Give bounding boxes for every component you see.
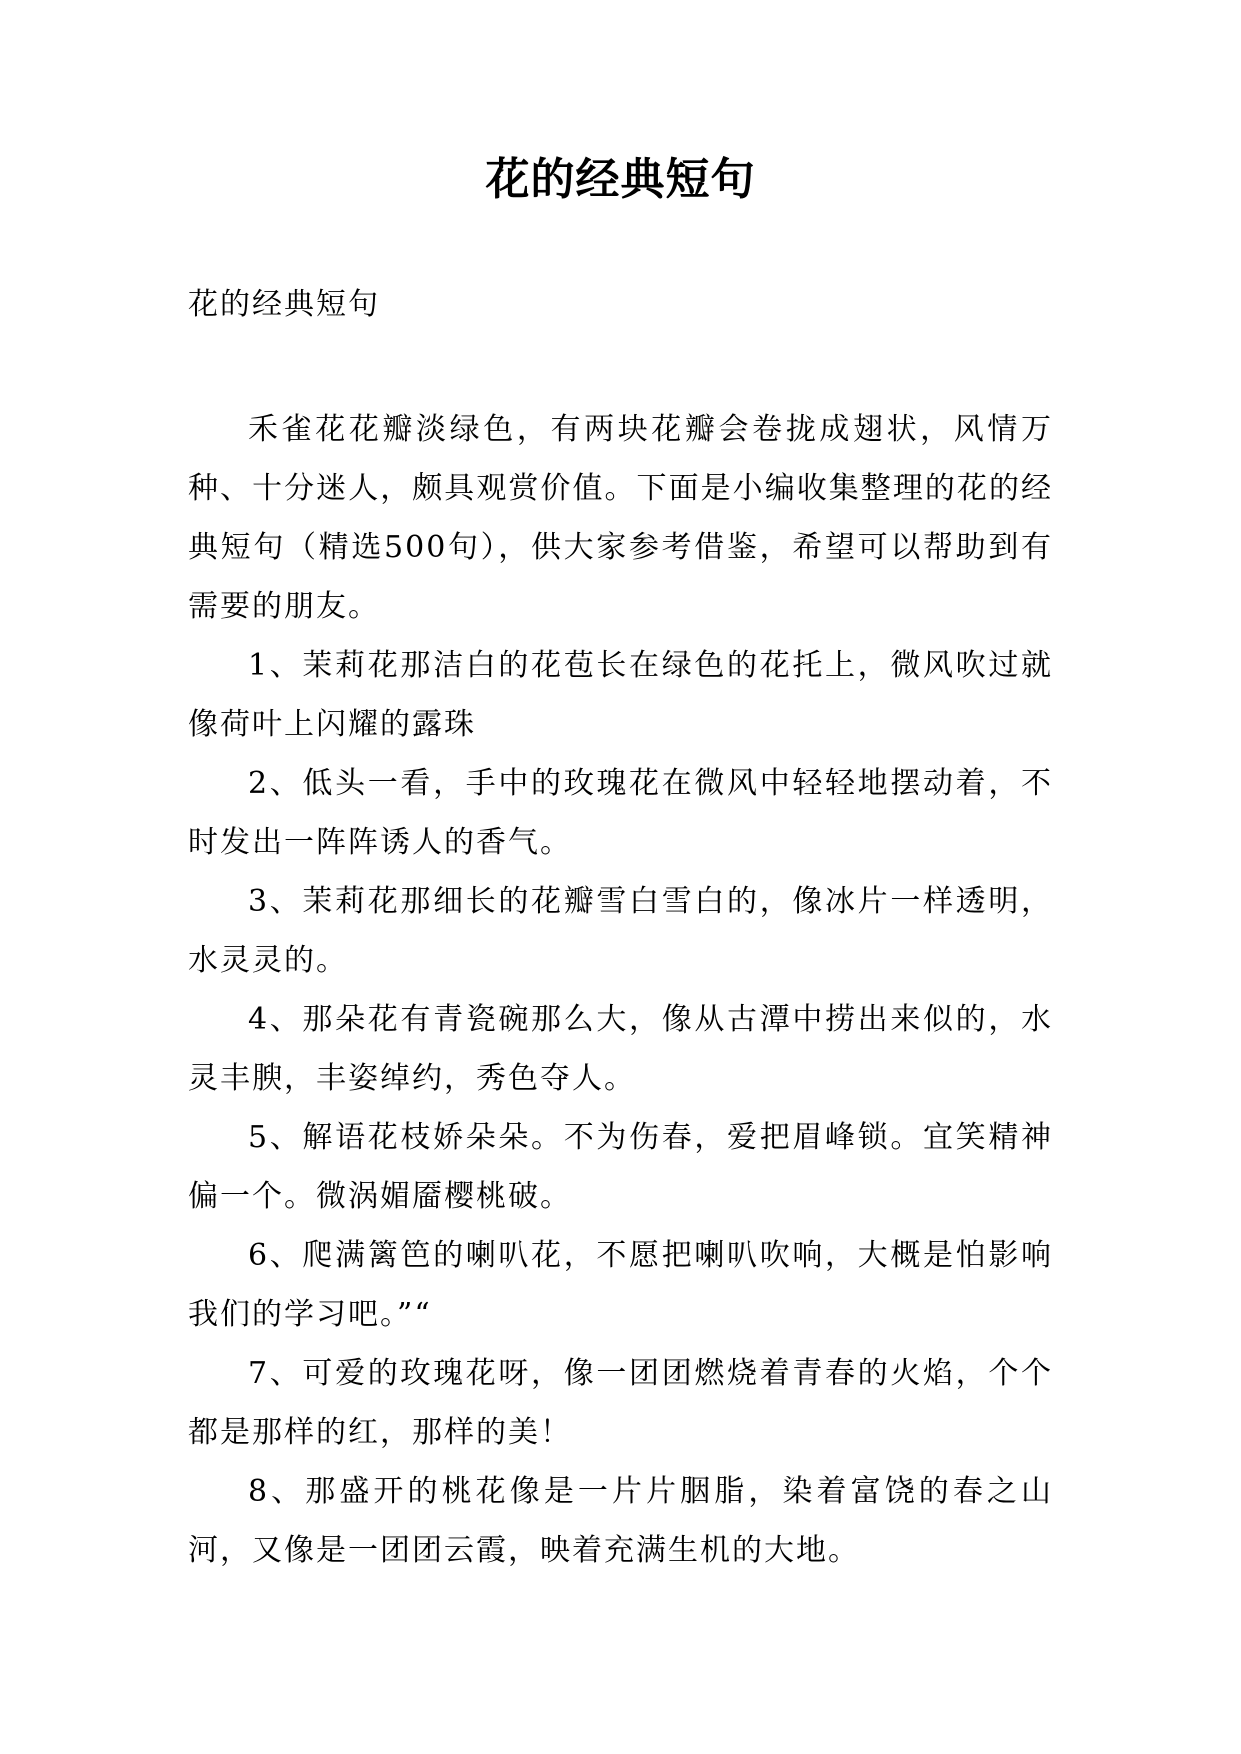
list-item-6: 6、爬满篱笆的喇叭花，不愿把喇叭吹响，大概是怕影响我们的学习吧。”“ [188, 1238, 1053, 1332]
document-body [188, 400, 1053, 1580]
list-item-3: 3、茉莉花那细长的花瓣雪白雪白的，像冰片一样透明，水灵灵的。 [188, 884, 1053, 978]
document-title: 花的经典短句 [485, 154, 756, 205]
document-subtitle: 花的经典短句 [188, 287, 380, 322]
list-item-8: 8、那盛开的桃花像是一片片胭脂，染着富饶的春之山河，又像是一团团云霞，映着充满生机的大地。 [188, 1474, 1053, 1568]
list-item-1: 1、茉莉花那洁白的花苞长在绿色的花托上，微风吹过就像荷叶上闪耀的露珠 [188, 648, 1053, 742]
list-item-4: 4、那朵花有青瓷碗那么大，像从古潭中捞出来似的，水灵丰腴，丰姿绰约，秀色夺人。 [188, 1002, 1053, 1096]
list-item-2: 2、低头一看，手中的玫瑰花在微风中轻轻地摆动着，不时发出一阵阵诱人的香气。 [188, 766, 1053, 860]
list-item-7: 7、可爱的玫瑰花呀，像一团团燃烧着青春的火焰，个个都是那样的红，那样的美！ [188, 1356, 1053, 1450]
intro-paragraph: 禾雀花花瓣淡绿色，有两块花瓣会卷拢成翅状，风情万种、十分迷人，颇具观赏价值。下面是小编收集整理的花的经典短句（精选500句），供大家参考借鉴，希望可以帮助到有需要的朋友。 [188, 412, 1053, 624]
list-item-5: 5、解语花枝娇朵朵。不为伤春，爱把眉峰锁。宜笑精神偏一个。微涡媚靥樱桃破。 [188, 1120, 1053, 1214]
